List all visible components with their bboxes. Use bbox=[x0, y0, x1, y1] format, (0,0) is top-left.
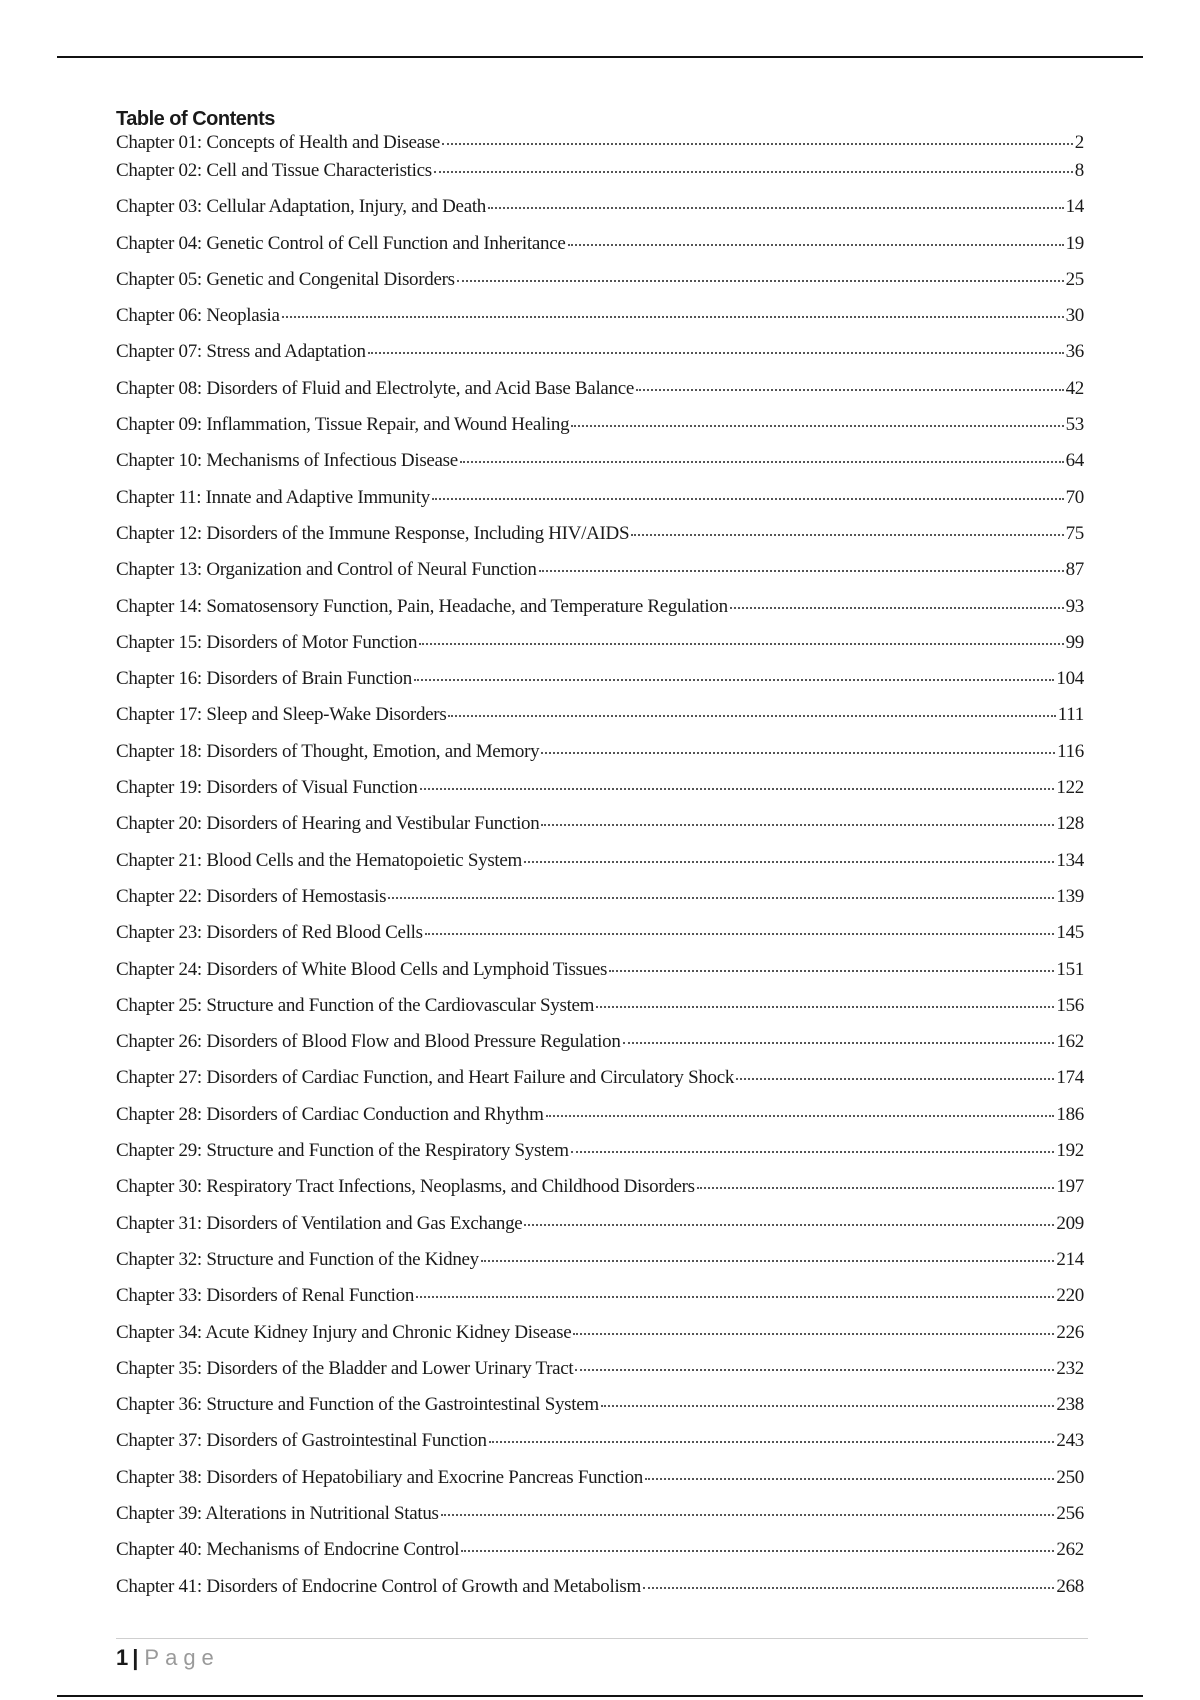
toc-entry[interactable] bbox=[116, 1467, 1084, 1503]
toc-entry-page: 8 bbox=[1074, 160, 1084, 181]
toc-entry-page: 243 bbox=[1056, 1430, 1084, 1452]
toc-entry-label: Chapter 25: Structure and Function of the Cardiovascular System bbox=[116, 994, 595, 1016]
toc-dot-leader bbox=[609, 970, 1054, 972]
toc-entry-label: Chapter 40: Mechanisms of Endocrine Control bbox=[116, 1539, 460, 1561]
table-of-contents bbox=[116, 106, 1084, 1612]
toc-entry[interactable] bbox=[116, 1140, 1084, 1176]
toc-entry[interactable] bbox=[116, 922, 1084, 958]
toc-entry-label: Chapter 07: Stress and Adaptation bbox=[116, 341, 366, 363]
toc-dot-leader bbox=[388, 897, 1054, 899]
toc-entry-page: 214 bbox=[1056, 1248, 1084, 1270]
toc-entry-page: 42 bbox=[1065, 377, 1084, 399]
toc-entry-page: 162 bbox=[1056, 1031, 1084, 1053]
toc-entry-label: Chapter 18: Disorders of Thought, Emotion, and Memory bbox=[116, 740, 540, 762]
toc-entry-page: 93 bbox=[1065, 595, 1084, 617]
toc-entry-page: 209 bbox=[1056, 1212, 1084, 1234]
toc-entry[interactable] bbox=[116, 777, 1084, 813]
toc-entry[interactable] bbox=[116, 341, 1084, 377]
toc-entry-page: 99 bbox=[1065, 631, 1084, 653]
footer-separator: | bbox=[132, 1645, 139, 1670]
toc-dot-leader bbox=[571, 425, 1063, 427]
toc-entry-label: Chapter 37: Disorders of Gastrointestinal Function bbox=[116, 1430, 487, 1452]
toc-entry-label: Chapter 11: Innate and Adaptive Immunity bbox=[116, 486, 430, 508]
toc-dot-leader bbox=[541, 752, 1055, 754]
toc-entry-page: 116 bbox=[1057, 740, 1084, 762]
toc-entry[interactable] bbox=[116, 1539, 1084, 1575]
toc-dot-leader bbox=[539, 570, 1064, 572]
toc-entry-label: Chapter 10: Mechanisms of Infectious Disease bbox=[116, 450, 458, 472]
toc-entry-label: Chapter 19: Disorders of Visual Function bbox=[116, 777, 418, 799]
toc-entry[interactable] bbox=[116, 1285, 1084, 1321]
toc-dot-leader bbox=[460, 461, 1064, 463]
toc-entry-label: Chapter 41: Disorders of Endocrine Control of Growth and Metabolism bbox=[116, 1575, 641, 1597]
toc-entry[interactable] bbox=[116, 1213, 1084, 1249]
toc-entry-label: Chapter 01: Concepts of Health and Disease bbox=[116, 132, 441, 153]
toc-entry-page: 197 bbox=[1056, 1176, 1084, 1198]
toc-entry[interactable] bbox=[116, 959, 1084, 995]
toc-entry-page: 232 bbox=[1056, 1357, 1084, 1379]
toc-dot-leader bbox=[441, 1514, 1055, 1516]
toc-entry-label: Chapter 30: Respiratory Tract Infections, Neoplasms, and Childhood Disorders bbox=[116, 1176, 695, 1198]
toc-entry-label: Chapter 09: Inflammation, Tissue Repair, and Wound Healing bbox=[116, 414, 570, 436]
toc-entry[interactable] bbox=[116, 378, 1084, 414]
toc-dot-leader bbox=[434, 171, 1073, 173]
toc-entry-label: Chapter 16: Disorders of Brain Function bbox=[116, 668, 412, 690]
toc-dot-leader bbox=[575, 1369, 1054, 1371]
toc-dot-leader bbox=[568, 244, 1064, 246]
header-rule bbox=[57, 56, 1143, 58]
toc-entry-label: Chapter 08: Disorders of Fluid and Electrolyte, and Acid Base Balance bbox=[116, 377, 635, 399]
toc-dot-leader bbox=[546, 1115, 1055, 1117]
toc-entry-page: 151 bbox=[1056, 958, 1084, 980]
toc-entry-page: 186 bbox=[1056, 1103, 1084, 1125]
toc-entry-page: 70 bbox=[1065, 486, 1084, 508]
toc-entry-page: 104 bbox=[1056, 668, 1084, 690]
bottom-rule bbox=[57, 1695, 1143, 1697]
toc-entry-page: 134 bbox=[1056, 849, 1084, 871]
toc-entry-page: 128 bbox=[1056, 813, 1084, 835]
toc-entry-page: 111 bbox=[1057, 704, 1084, 726]
toc-entry-label: Chapter 29: Structure and Function of the Respiratory System bbox=[116, 1140, 569, 1162]
toc-entry-page: 238 bbox=[1056, 1394, 1084, 1416]
toc-entry-label: Chapter 23: Disorders of Red Blood Cells bbox=[116, 922, 423, 944]
toc-entry-page: 30 bbox=[1065, 305, 1084, 327]
toc-dot-leader bbox=[596, 1006, 1054, 1008]
toc-entry[interactable] bbox=[116, 196, 1084, 232]
toc-entry[interactable] bbox=[116, 668, 1084, 704]
toc-entry-label: Chapter 31: Disorders of Ventilation and Gas Exchange bbox=[116, 1212, 523, 1234]
toc-entry[interactable] bbox=[116, 132, 1084, 160]
toc-entry-label: Chapter 21: Blood Cells and the Hematopoietic System bbox=[116, 849, 523, 871]
toc-dot-leader bbox=[631, 534, 1063, 536]
toc-entry-label: Chapter 14: Somatosensory Function, Pain, Headache, and Temperature Regulation bbox=[116, 595, 728, 617]
toc-dot-leader bbox=[643, 1587, 1054, 1589]
toc-dot-leader bbox=[623, 1042, 1055, 1044]
toc-entry[interactable] bbox=[116, 1358, 1084, 1394]
toc-entry-label: Chapter 05: Genetic and Congenital Disorders bbox=[116, 268, 455, 290]
toc-entry-page: 145 bbox=[1056, 922, 1084, 944]
toc-entry[interactable] bbox=[116, 995, 1084, 1031]
toc-dot-leader bbox=[697, 1187, 1055, 1189]
toc-entry-label: Chapter 04: Genetic Control of Cell Function and Inheritance bbox=[116, 232, 566, 254]
toc-entry[interactable] bbox=[116, 450, 1084, 486]
toc-entry-page: 174 bbox=[1056, 1067, 1084, 1089]
toc-dot-leader bbox=[730, 607, 1064, 609]
toc-dot-leader bbox=[489, 1441, 1055, 1443]
footer-page-number: 1 bbox=[116, 1645, 129, 1670]
toc-entry-label: Chapter 33: Disorders of Renal Function bbox=[116, 1285, 415, 1307]
toc-entry-label: Chapter 34: Acute Kidney Injury and Chronic Kidney Disease bbox=[116, 1321, 572, 1343]
toc-dot-leader bbox=[488, 207, 1064, 209]
toc-entry[interactable] bbox=[116, 850, 1084, 886]
toc-entry[interactable] bbox=[116, 741, 1084, 777]
toc-entry[interactable] bbox=[116, 1067, 1084, 1103]
toc-entry-page: 122 bbox=[1056, 777, 1084, 799]
toc-entry-page: 262 bbox=[1056, 1539, 1084, 1561]
toc-dot-leader bbox=[461, 1550, 1054, 1552]
toc-entry-label: Chapter 06: Neoplasia bbox=[116, 305, 280, 327]
toc-dot-leader bbox=[481, 1260, 1055, 1262]
toc-entry-label: Chapter 26: Disorders of Blood Flow and Blood Pressure Regulation bbox=[116, 1031, 621, 1053]
toc-entry-label: Chapter 36: Structure and Function of the Gastrointestinal System bbox=[116, 1394, 599, 1416]
toc-dot-leader bbox=[368, 352, 1064, 354]
toc-entry-page: 19 bbox=[1065, 232, 1084, 254]
toc-entry-page: 53 bbox=[1065, 414, 1084, 436]
toc-entry-page: 75 bbox=[1065, 522, 1084, 544]
toc-entry[interactable] bbox=[116, 1503, 1084, 1539]
toc-dot-leader bbox=[448, 715, 1055, 717]
toc-entry[interactable] bbox=[116, 1322, 1084, 1358]
toc-entry[interactable] bbox=[116, 704, 1084, 740]
toc-entry[interactable] bbox=[116, 559, 1084, 595]
toc-entry[interactable] bbox=[116, 305, 1084, 341]
toc-dot-leader bbox=[419, 643, 1063, 645]
toc-dot-leader bbox=[524, 1224, 1054, 1226]
toc-entry-label: Chapter 03: Cellular Adaptation, Injury, and Death bbox=[116, 196, 487, 218]
toc-entry-label: Chapter 27: Disorders of Cardiac Function, and Heart Failure and Circulatory Shock bbox=[116, 1067, 735, 1089]
toc-dot-leader bbox=[524, 861, 1054, 863]
toc-entry-page: 87 bbox=[1065, 559, 1084, 581]
toc-entry-label: Chapter 24: Disorders of White Blood Cells and Lymphoid Tissues bbox=[116, 958, 608, 980]
toc-entry-label: Chapter 15: Disorders of Motor Function bbox=[116, 631, 418, 653]
toc-entry[interactable] bbox=[116, 886, 1084, 922]
toc-entry-page: 192 bbox=[1056, 1140, 1084, 1162]
toc-entry-page: 268 bbox=[1056, 1575, 1084, 1597]
toc-entry[interactable] bbox=[116, 813, 1084, 849]
toc-dot-leader bbox=[645, 1478, 1054, 1480]
toc-entry-page: 156 bbox=[1056, 994, 1084, 1016]
toc-list bbox=[116, 132, 1084, 1612]
toc-title: Table of Contents bbox=[116, 108, 275, 130]
toc-entry-label: Chapter 17: Sleep and Sleep-Wake Disorders bbox=[116, 704, 447, 726]
toc-entry-page: 25 bbox=[1065, 268, 1084, 290]
toc-entry-page: 36 bbox=[1065, 341, 1084, 363]
toc-entry-page: 250 bbox=[1056, 1466, 1084, 1488]
toc-entry-label: Chapter 35: Disorders of the Bladder and Lower Urinary Tract bbox=[116, 1357, 574, 1379]
toc-entry-label: Chapter 28: Disorders of Cardiac Conduction and Rhythm bbox=[116, 1103, 544, 1125]
toc-dot-leader bbox=[541, 824, 1054, 826]
toc-entry[interactable] bbox=[116, 523, 1084, 559]
toc-entry[interactable] bbox=[116, 596, 1084, 632]
toc-dot-leader bbox=[601, 1405, 1055, 1407]
toc-entry-label: Chapter 22: Disorders of Hemostasis bbox=[116, 885, 387, 907]
toc-dot-leader bbox=[636, 389, 1064, 391]
toc-entry-label: Chapter 38: Disorders of Hepatobiliary and Exocrine Pancreas Function bbox=[116, 1466, 643, 1488]
toc-dot-leader bbox=[573, 1333, 1054, 1335]
toc-entry-label: Chapter 32: Structure and Function of the Kidney bbox=[116, 1248, 479, 1270]
toc-dot-leader bbox=[416, 1296, 1054, 1298]
toc-dot-leader bbox=[414, 679, 1054, 681]
toc-entry-page: 220 bbox=[1056, 1285, 1084, 1307]
toc-entry[interactable] bbox=[116, 1430, 1084, 1466]
toc-entry-page: 226 bbox=[1056, 1321, 1084, 1343]
toc-entry-page: 256 bbox=[1056, 1502, 1084, 1524]
footer-page-word: Page bbox=[144, 1645, 220, 1670]
toc-entry-page: 2 bbox=[1074, 132, 1084, 153]
toc-entry[interactable] bbox=[116, 1394, 1084, 1430]
toc-dot-leader bbox=[736, 1078, 1054, 1080]
toc-entry[interactable] bbox=[116, 1031, 1084, 1067]
footer-rule bbox=[116, 1638, 1088, 1639]
toc-entry[interactable] bbox=[116, 1104, 1084, 1140]
toc-entry[interactable] bbox=[116, 632, 1084, 668]
toc-dot-leader bbox=[571, 1151, 1055, 1153]
toc-entry[interactable] bbox=[116, 269, 1084, 305]
toc-dot-leader bbox=[432, 498, 1064, 500]
toc-dot-leader bbox=[282, 316, 1064, 318]
toc-entry-label: Chapter 13: Organization and Control of Neural Function bbox=[116, 559, 537, 581]
toc-dot-leader bbox=[425, 933, 1055, 935]
toc-entry[interactable] bbox=[116, 1176, 1084, 1212]
toc-entry-label: Chapter 20: Disorders of Hearing and Vestibular Function bbox=[116, 813, 540, 835]
toc-entry[interactable] bbox=[116, 233, 1084, 269]
toc-dot-leader bbox=[420, 788, 1055, 790]
toc-entry[interactable] bbox=[116, 414, 1084, 450]
toc-entry-page: 139 bbox=[1056, 885, 1084, 907]
toc-dot-leader bbox=[442, 143, 1073, 145]
toc-entry-label: Chapter 12: Disorders of the Immune Response, Including HIV/AIDS bbox=[116, 522, 630, 544]
toc-entry[interactable] bbox=[116, 160, 1084, 196]
toc-entry[interactable] bbox=[116, 487, 1084, 523]
toc-entry-page: 14 bbox=[1065, 196, 1084, 218]
toc-entry-label: Chapter 39: Alterations in Nutritional Status bbox=[116, 1502, 439, 1524]
toc-dot-leader bbox=[457, 280, 1064, 282]
toc-entry-page: 64 bbox=[1065, 450, 1084, 472]
page-footer bbox=[116, 1644, 220, 1672]
toc-entry[interactable] bbox=[116, 1576, 1084, 1612]
toc-entry[interactable] bbox=[116, 1249, 1084, 1285]
toc-entry-label: Chapter 02: Cell and Tissue Characteristics bbox=[116, 160, 432, 181]
